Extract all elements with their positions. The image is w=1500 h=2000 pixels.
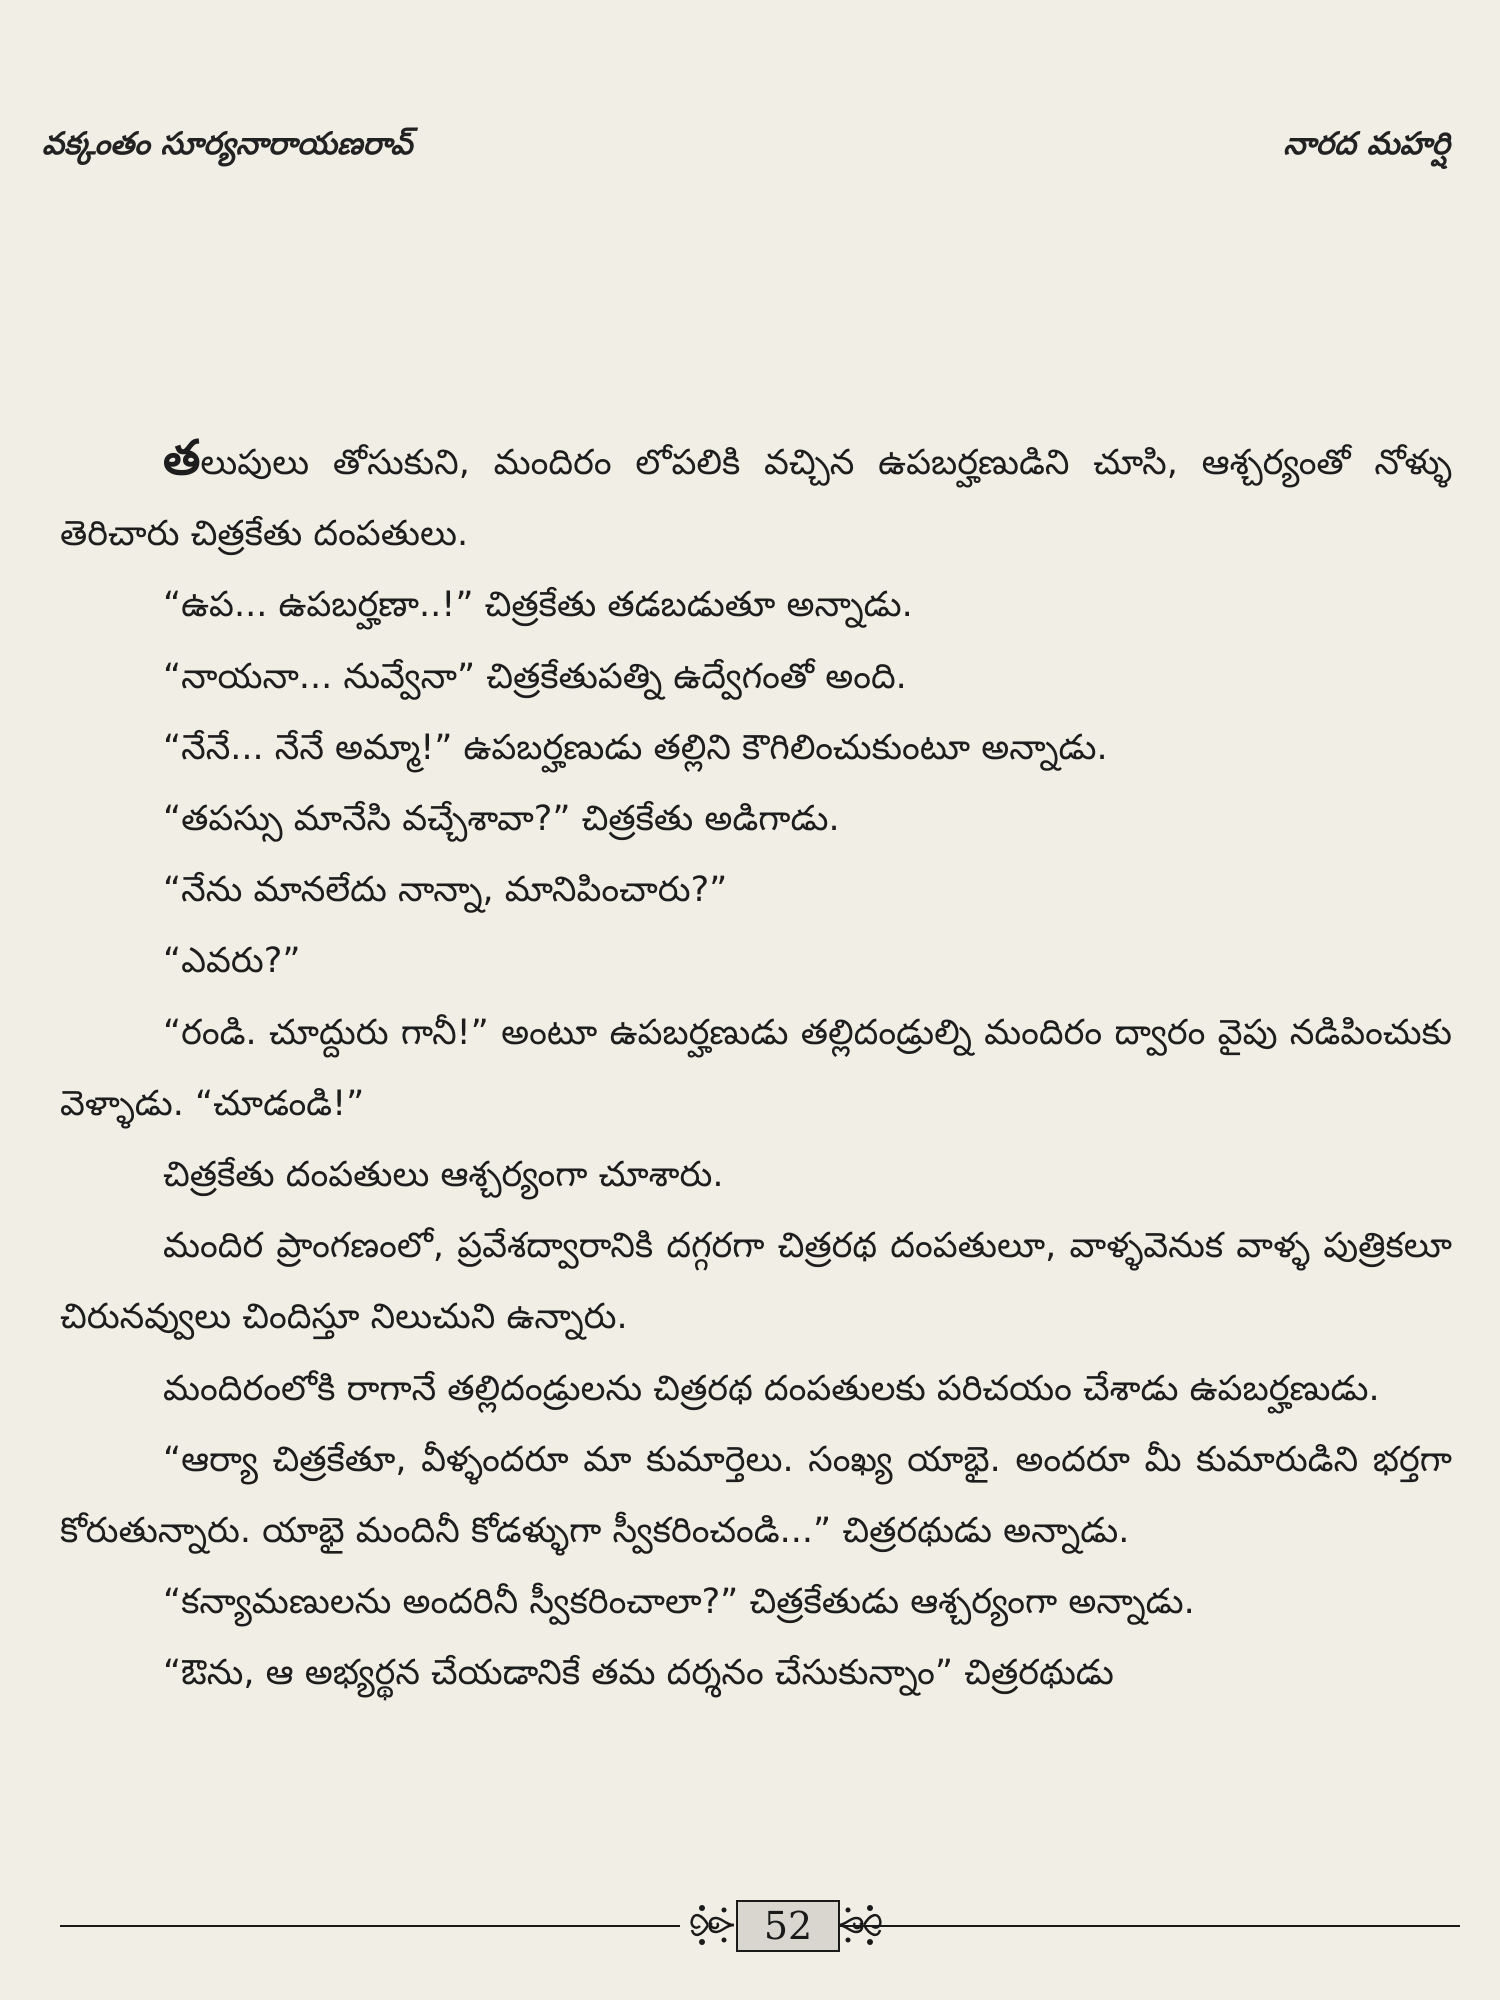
page-footer	[60, 1896, 1460, 1956]
footer-rule-right	[840, 1925, 1460, 1927]
paragraph: “ఔను, ఆ అభ్యర్థన చేయడానికే తమ దర్శనం చేసుకున్నాం” చిత్రరథుడు	[163, 1653, 1114, 1694]
page-number: 52	[736, 1900, 840, 1952]
paragraph: మందిరంలోకి రాగానే తల్లిదండ్రులను చిత్రరథ దంపతులకు పరిచయం చేశాడు ఉపబర్హణుడు.	[163, 1368, 1380, 1409]
paragraph: “రండి. చూద్దురు గానీ!” అంటూ ఉపబర్హణుడు తల్లిదండ్రుల్ని మందిరం ద్వారం వైపు నడిపించుకు వెళ్ళాడు. “చూడండి!”	[60, 1012, 1452, 1124]
paragraph: “ఉప... ఉపబర్హణా..!” చిత్రకేతు తడబడుతూ అన్నాడు.	[163, 585, 913, 626]
paragraph: “కన్యామణులను అందరినీ స్వీకరించాలా?” చిత్రకేతుడు ఆశ్చర్యంగా అన్నాడు.	[163, 1582, 1195, 1623]
paragraph: “ఆర్యా చిత్రకేతూ, వీళ్ళందరూ మా కుమార్తెలు. సంఖ్య యాభై. అందరూ మీ కుమారుడిని భర్తగా కోరుతున్నారు. యాభై మందినీ కోడళ్ళుగా స్వీకరించండి...” చిత్రరథుడు అన్నాడు.	[60, 1439, 1452, 1552]
paragraph: మందిర ప్రాంగణంలో, ప్రవేశద్వారానికి దగ్గరగా చిత్రరథ దంపతులూ, వాళ్ళవెనుక వాళ్ళ పుత్రికలూ చిరునవ్వులు చిందిస్తూ నిలుచుని ఉన్నారు.	[60, 1226, 1452, 1338]
paragraph-text: లుపులు తోసుకుని, మందిరం లోపలికి వచ్చిన ఉపబర్హణుడిని చూసి, ఆశ్చర్యంతో నోళ్ళు తెరిచారు చిత్రకేతు దంపతులు.	[60, 443, 1452, 555]
running-header-author: వక్కంతం సూర్యనారాయణరావ్	[42, 126, 413, 162]
flourish-ornament-icon	[688, 1902, 736, 1948]
paragraph: “నాయనా... నువ్వేనా” చిత్రకేతుపత్ని ఉద్వేగంతో అంది.	[163, 656, 907, 697]
running-header-title: నారద మహర్షి	[1283, 126, 1450, 162]
paragraph: “తపస్సు మానేసి వచ్చేశావా?” చిత్రకేతు అడిగాడు.	[163, 799, 840, 840]
drop-cap: త	[163, 430, 201, 486]
paragraph: “నేను మానలేదు నాన్నా, మానిపించారు?”	[163, 870, 728, 911]
footer-rule-left	[60, 1925, 680, 1927]
paragraph: “ఎవరు?”	[163, 941, 301, 982]
paragraph	[60, 428, 1452, 570]
paragraph: “నేనే... నేనే అమ్మా!” ఉపబర్హణుడు తల్లిని కౌగిలించుకుంటూ అన్నాడు.	[163, 727, 1108, 768]
paragraph: చిత్రకేతు దంపతులు ఆశ్చర్యంగా చూశారు.	[163, 1155, 724, 1196]
body-text	[60, 428, 1452, 1710]
